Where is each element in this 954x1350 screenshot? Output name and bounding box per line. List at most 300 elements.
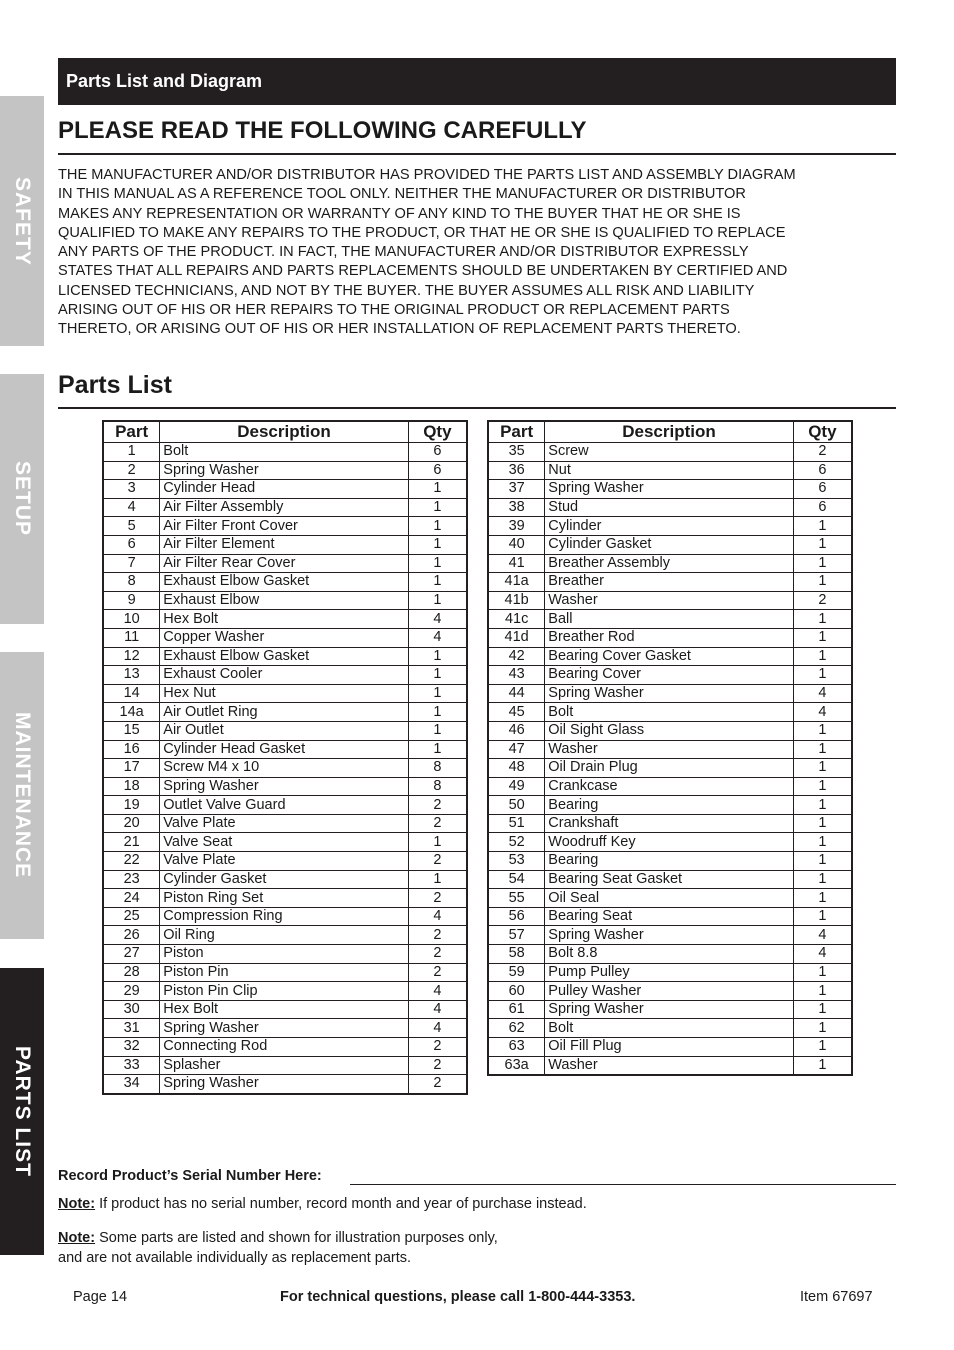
- part-number-cell: 20: [103, 814, 160, 833]
- part-number-cell: 41a: [488, 573, 545, 592]
- quantity-cell: 1: [408, 703, 467, 722]
- quantity-cell: 2: [408, 1075, 467, 1094]
- quantity-cell: 4: [408, 610, 467, 629]
- description-cell: Copper Washer: [160, 628, 408, 647]
- part-number-cell: 16: [103, 740, 160, 759]
- description-cell: Washer: [545, 591, 793, 610]
- quantity-cell: 4: [793, 926, 852, 945]
- part-number-cell: 49: [488, 777, 545, 796]
- quantity-cell: 1: [793, 1056, 852, 1075]
- quantity-cell: 1: [408, 591, 467, 610]
- quantity-cell: 1: [408, 666, 467, 685]
- description-cell: Cylinder Head Gasket: [160, 740, 408, 759]
- quantity-cell: 1: [793, 647, 852, 666]
- table-row: [103, 666, 467, 685]
- quantity-cell: 1: [408, 517, 467, 536]
- part-number-cell: 45: [488, 703, 545, 722]
- quantity-cell: 2: [408, 1038, 467, 1057]
- description-cell: Piston Pin: [160, 963, 408, 982]
- table-row: [488, 498, 852, 517]
- quantity-cell: 4: [408, 907, 467, 926]
- quantity-cell: 1: [793, 554, 852, 573]
- table-row: [103, 535, 467, 554]
- description-cell: Crankshaft: [545, 814, 793, 833]
- quantity-cell: 4: [408, 1019, 467, 1038]
- quantity-cell: 2: [408, 889, 467, 908]
- part-number-cell: 35: [488, 443, 545, 462]
- part-number-cell: 41d: [488, 628, 545, 647]
- part-number-cell: 52: [488, 833, 545, 852]
- column-header: Part: [488, 421, 545, 443]
- table-row: [103, 684, 467, 703]
- table-row: [488, 610, 852, 629]
- description-cell: Bolt: [160, 443, 408, 462]
- quantity-cell: 1: [793, 535, 852, 554]
- support-phone: For technical questions, please call 1-800-444-3353.: [280, 1289, 636, 1305]
- description-cell: Crankcase: [545, 777, 793, 796]
- notice-line: ARISING OUT OF HIS OR HER REPAIRS TO THE ORIGINAL PRODUCT OR REPLACEMENT PARTS: [58, 302, 730, 319]
- table-row: [488, 796, 852, 815]
- description-cell: Bearing: [545, 852, 793, 871]
- table-row: [488, 1056, 852, 1075]
- quantity-cell: 8: [408, 777, 467, 796]
- quantity-cell: 1: [793, 721, 852, 740]
- divider: [58, 407, 896, 409]
- description-cell: Screw: [545, 443, 793, 462]
- quantity-cell: 1: [793, 1038, 852, 1057]
- side-tab-label: PARTS LIST: [11, 1046, 34, 1177]
- description-cell: Spring Washer: [545, 684, 793, 703]
- quantity-cell: 1: [793, 1019, 852, 1038]
- quantity-cell: 1: [793, 628, 852, 647]
- part-number-cell: 57: [488, 926, 545, 945]
- description-cell: Bolt 8.8: [545, 945, 793, 964]
- part-number-cell: 38: [488, 498, 545, 517]
- part-number-cell: 63a: [488, 1056, 545, 1075]
- part-number-cell: 33: [103, 1056, 160, 1075]
- table-row: [103, 982, 467, 1001]
- part-number-cell: 43: [488, 666, 545, 685]
- quantity-cell: 1: [408, 740, 467, 759]
- description-cell: Exhaust Elbow: [160, 591, 408, 610]
- description-cell: Exhaust Elbow Gasket: [160, 647, 408, 666]
- description-cell: Air Outlet: [160, 721, 408, 740]
- table-row: [488, 1038, 852, 1057]
- notice-line: QUALIFIED TO MAKE ANY REPAIRS TO THE PRODUCT, OR THAT HE OR SHE IS QUALIFIED TO REPLACE: [58, 224, 786, 241]
- side-tab-setup[interactable]: [0, 374, 44, 624]
- table-row: [103, 554, 467, 573]
- part-number-cell: 41b: [488, 591, 545, 610]
- notice-paragraph: [58, 166, 896, 340]
- table-row: [488, 907, 852, 926]
- part-number-cell: 15: [103, 721, 160, 740]
- quantity-cell: 2: [408, 926, 467, 945]
- notice-heading: PLEASE READ THE FOLLOWING CAREFULLY: [58, 117, 587, 144]
- part-number-cell: 41: [488, 554, 545, 573]
- table-row: [103, 889, 467, 908]
- column-header: Description: [160, 421, 408, 443]
- table-row: [103, 443, 467, 462]
- part-number-cell: 4: [103, 498, 160, 517]
- table-row: [103, 814, 467, 833]
- table-row: [103, 628, 467, 647]
- description-cell: Splasher: [160, 1056, 408, 1075]
- quantity-cell: 1: [793, 740, 852, 759]
- quantity-cell: 4: [793, 684, 852, 703]
- table-row: [103, 963, 467, 982]
- part-number-cell: 54: [488, 870, 545, 889]
- part-number-cell: 3: [103, 480, 160, 499]
- quantity-cell: 1: [793, 610, 852, 629]
- quantity-cell: 1: [793, 1000, 852, 1019]
- description-cell: Woodruff Key: [545, 833, 793, 852]
- part-number-cell: 25: [103, 907, 160, 926]
- part-number-cell: 14a: [103, 703, 160, 722]
- part-number-cell: 51: [488, 814, 545, 833]
- table-row: [103, 740, 467, 759]
- note-text: If product has no serial number, record month and year of purchase instead.: [95, 1196, 587, 1212]
- part-number-cell: 37: [488, 480, 545, 499]
- part-number-cell: 19: [103, 796, 160, 815]
- note-serial: [58, 1194, 587, 1214]
- item-number: Item 67697: [800, 1289, 873, 1305]
- part-number-cell: 24: [103, 889, 160, 908]
- part-number-cell: 30: [103, 1000, 160, 1019]
- table-row: [488, 1000, 852, 1019]
- table-row: [488, 461, 852, 480]
- table-row: [488, 666, 852, 685]
- quantity-cell: 2: [408, 963, 467, 982]
- quantity-cell: 2: [408, 852, 467, 871]
- table-row: [488, 777, 852, 796]
- table-row: [488, 443, 852, 462]
- part-number-cell: 7: [103, 554, 160, 573]
- part-number-cell: 32: [103, 1038, 160, 1057]
- quantity-cell: 1: [408, 833, 467, 852]
- description-cell: Bearing Cover: [545, 666, 793, 685]
- quantity-cell: 2: [408, 796, 467, 815]
- table-row: [103, 945, 467, 964]
- table-row: [103, 852, 467, 871]
- table-row: [103, 1056, 467, 1075]
- description-cell: Cylinder Head: [160, 480, 408, 499]
- table-row: [103, 480, 467, 499]
- quantity-cell: 1: [793, 889, 852, 908]
- description-cell: Bolt: [545, 1019, 793, 1038]
- description-cell: Screw M4 x 10: [160, 759, 408, 778]
- part-number-cell: 10: [103, 610, 160, 629]
- part-number-cell: 40: [488, 535, 545, 554]
- description-cell: Spring Washer: [160, 777, 408, 796]
- table-row: [488, 759, 852, 778]
- description-cell: Exhaust Elbow Gasket: [160, 573, 408, 592]
- table-row: [103, 573, 467, 592]
- description-cell: Oil Seal: [545, 889, 793, 908]
- part-number-cell: 50: [488, 796, 545, 815]
- part-number-cell: 21: [103, 833, 160, 852]
- quantity-cell: 6: [408, 461, 467, 480]
- description-cell: Valve Plate: [160, 814, 408, 833]
- table-row: [103, 721, 467, 740]
- description-cell: Hex Nut: [160, 684, 408, 703]
- table-row: [488, 889, 852, 908]
- notice-line: ANY PARTS OF THE PRODUCT. IN FACT, THE MANUFACTURER AND/OR DISTRIBUTOR EXPRESSLY: [58, 244, 749, 261]
- table-row: [488, 1019, 852, 1038]
- quantity-cell: 1: [793, 982, 852, 1001]
- part-number-cell: 42: [488, 647, 545, 666]
- part-number-cell: 63: [488, 1038, 545, 1057]
- description-cell: Air Outlet Ring: [160, 703, 408, 722]
- part-number-cell: 14: [103, 684, 160, 703]
- quantity-cell: 4: [408, 628, 467, 647]
- description-cell: Bolt: [545, 703, 793, 722]
- description-cell: Valve Seat: [160, 833, 408, 852]
- description-cell: Breather Assembly: [545, 554, 793, 573]
- part-number-cell: 11: [103, 628, 160, 647]
- table-row: [103, 759, 467, 778]
- description-cell: Oil Sight Glass: [545, 721, 793, 740]
- table-row: [488, 833, 852, 852]
- description-cell: Spring Washer: [545, 480, 793, 499]
- table-row: [103, 1019, 467, 1038]
- note-parts: [58, 1228, 498, 1268]
- part-number-cell: 27: [103, 945, 160, 964]
- notice-line: LICENSED TECHNICIANS, AND NOT BY THE BUYER. THE BUYER ASSUMES ALL RISK AND LIABILITY: [58, 282, 755, 299]
- table-row: [488, 573, 852, 592]
- description-cell: Ball: [545, 610, 793, 629]
- notice-line: MAKES ANY REPRESENTATION OR WARRANTY OF ANY KIND TO THE BUYER THAT HE OR SHE IS: [58, 205, 741, 222]
- serial-number-line: [350, 1184, 896, 1185]
- description-cell: Air Filter Element: [160, 535, 408, 554]
- part-number-cell: 47: [488, 740, 545, 759]
- description-cell: Stud: [545, 498, 793, 517]
- quantity-cell: 2: [408, 945, 467, 964]
- description-cell: Bearing Cover Gasket: [545, 647, 793, 666]
- table-row: [103, 777, 467, 796]
- part-number-cell: 13: [103, 666, 160, 685]
- description-cell: Air Filter Front Cover: [160, 517, 408, 536]
- note-label: Note:: [58, 1196, 96, 1212]
- part-number-cell: 28: [103, 963, 160, 982]
- parts-table-left: [102, 420, 468, 1095]
- table-row: [488, 480, 852, 499]
- description-cell: Bearing Seat Gasket: [545, 870, 793, 889]
- table-row: [103, 870, 467, 889]
- description-cell: Connecting Rod: [160, 1038, 408, 1057]
- table-row: [103, 1075, 467, 1094]
- part-number-cell: 36: [488, 461, 545, 480]
- note-label: Note:: [58, 1230, 96, 1246]
- description-cell: Bearing: [545, 796, 793, 815]
- part-number-cell: 23: [103, 870, 160, 889]
- quantity-cell: 1: [408, 647, 467, 666]
- table-row: [488, 814, 852, 833]
- quantity-cell: 4: [793, 945, 852, 964]
- quantity-cell: 1: [793, 870, 852, 889]
- description-cell: Oil Ring: [160, 926, 408, 945]
- quantity-cell: 1: [793, 907, 852, 926]
- description-cell: Oil Fill Plug: [545, 1038, 793, 1057]
- side-tab-maintenance[interactable]: [0, 652, 44, 939]
- quantity-cell: 4: [408, 982, 467, 1001]
- table-row: [103, 926, 467, 945]
- parts-list-heading: Parts List: [58, 371, 172, 399]
- notice-line: THERETO, OR ARISING OUT OF HIS OR HER INSTALLATION OF REPLACEMENT PARTS THERETO.: [58, 321, 741, 338]
- quantity-cell: 2: [793, 591, 852, 610]
- table-row: [488, 740, 852, 759]
- table-row: [488, 535, 852, 554]
- notice-line: STATES THAT ALL REPAIRS AND PARTS REPLACEMENTS SHOULD BE UNDERTAKEN BY CERTIFIED AND: [58, 263, 788, 280]
- part-number-cell: 53: [488, 852, 545, 871]
- quantity-cell: 1: [793, 759, 852, 778]
- table-row: [488, 852, 852, 871]
- part-number-cell: 17: [103, 759, 160, 778]
- table-row: [488, 703, 852, 722]
- quantity-cell: 1: [408, 498, 467, 517]
- part-number-cell: 34: [103, 1075, 160, 1094]
- side-tab-label: SAFETY: [11, 176, 34, 266]
- description-cell: Valve Plate: [160, 852, 408, 871]
- quantity-cell: 4: [408, 1000, 467, 1019]
- quantity-cell: 1: [793, 573, 852, 592]
- quantity-cell: 1: [408, 870, 467, 889]
- part-number-cell: 2: [103, 461, 160, 480]
- table-row: [488, 554, 852, 573]
- column-header: Qty: [408, 421, 467, 443]
- quantity-cell: 4: [793, 703, 852, 722]
- notice-line: THE MANUFACTURER AND/OR DISTRIBUTOR HAS PROVIDED THE PARTS LIST AND ASSEMBLY DIAGRAM: [58, 167, 796, 183]
- column-header: Description: [545, 421, 793, 443]
- part-number-cell: 1: [103, 443, 160, 462]
- table-row: [488, 926, 852, 945]
- page-number: Page 14: [73, 1289, 128, 1305]
- description-cell: Spring Washer: [545, 926, 793, 945]
- table-row: [103, 833, 467, 852]
- description-cell: Cylinder: [545, 517, 793, 536]
- table-row: [103, 796, 467, 815]
- description-cell: Spring Washer: [545, 1000, 793, 1019]
- quantity-cell: 2: [408, 1056, 467, 1075]
- part-number-cell: 26: [103, 926, 160, 945]
- side-tab-parts-list[interactable]: [0, 968, 44, 1255]
- quantity-cell: 1: [408, 554, 467, 573]
- table-row: [103, 498, 467, 517]
- part-number-cell: 5: [103, 517, 160, 536]
- description-cell: Bearing Seat: [545, 907, 793, 926]
- divider: [58, 153, 896, 155]
- part-number-cell: 22: [103, 852, 160, 871]
- part-number-cell: 58: [488, 945, 545, 964]
- side-tab-safety[interactable]: [0, 96, 44, 346]
- description-cell: Pulley Washer: [545, 982, 793, 1001]
- description-cell: Washer: [545, 1056, 793, 1075]
- quantity-cell: 1: [793, 833, 852, 852]
- note-text: Some parts are listed and shown for illustration purposes only,: [95, 1230, 498, 1246]
- quantity-cell: 6: [793, 498, 852, 517]
- part-number-cell: 55: [488, 889, 545, 908]
- table-row: [103, 1038, 467, 1057]
- table-row: [103, 610, 467, 629]
- quantity-cell: 1: [793, 517, 852, 536]
- table-row: [103, 517, 467, 536]
- quantity-cell: 1: [408, 721, 467, 740]
- description-cell: Spring Washer: [160, 1019, 408, 1038]
- description-cell: Piston: [160, 945, 408, 964]
- quantity-cell: 1: [408, 573, 467, 592]
- table-row: [488, 517, 852, 536]
- part-number-cell: 56: [488, 907, 545, 926]
- parts-table-right: [487, 420, 853, 1076]
- part-number-cell: 6: [103, 535, 160, 554]
- part-number-cell: 46: [488, 721, 545, 740]
- part-number-cell: 39: [488, 517, 545, 536]
- serial-number-label: Record Product’s Serial Number Here:: [58, 1168, 322, 1184]
- side-tab-label: SETUP: [11, 461, 34, 537]
- part-number-cell: 18: [103, 777, 160, 796]
- section-header-title: Parts List and Diagram: [66, 71, 263, 91]
- description-cell: Exhaust Cooler: [160, 666, 408, 685]
- part-number-cell: 61: [488, 1000, 545, 1019]
- part-number-cell: 29: [103, 982, 160, 1001]
- table-row: [103, 591, 467, 610]
- description-cell: Hex Bolt: [160, 610, 408, 629]
- quantity-cell: 1: [793, 963, 852, 982]
- part-number-cell: 44: [488, 684, 545, 703]
- table-row: [488, 870, 852, 889]
- table-row: [488, 963, 852, 982]
- quantity-cell: 6: [408, 443, 467, 462]
- quantity-cell: 1: [793, 796, 852, 815]
- description-cell: Nut: [545, 461, 793, 480]
- quantity-cell: 2: [408, 814, 467, 833]
- part-number-cell: 60: [488, 982, 545, 1001]
- part-number-cell: 59: [488, 963, 545, 982]
- description-cell: Breather Rod: [545, 628, 793, 647]
- description-cell: Cylinder Gasket: [160, 870, 408, 889]
- quantity-cell: 1: [408, 480, 467, 499]
- part-number-cell: 12: [103, 647, 160, 666]
- description-cell: Compression Ring: [160, 907, 408, 926]
- description-cell: Piston Pin Clip: [160, 982, 408, 1001]
- table-row: [103, 647, 467, 666]
- part-number-cell: 48: [488, 759, 545, 778]
- table-row: [103, 1000, 467, 1019]
- table-row: [488, 591, 852, 610]
- quantity-cell: 1: [793, 777, 852, 796]
- table-row: [488, 721, 852, 740]
- description-cell: Spring Washer: [160, 1075, 408, 1094]
- table-row: [103, 461, 467, 480]
- description-cell: Spring Washer: [160, 461, 408, 480]
- table-row: [103, 703, 467, 722]
- quantity-cell: 1: [793, 814, 852, 833]
- quantity-cell: 2: [793, 443, 852, 462]
- quantity-cell: 6: [793, 461, 852, 480]
- description-cell: Piston Ring Set: [160, 889, 408, 908]
- table-row: [488, 647, 852, 666]
- table-row: [488, 982, 852, 1001]
- column-header: Qty: [793, 421, 852, 443]
- description-cell: Air Filter Rear Cover: [160, 554, 408, 573]
- quantity-cell: 1: [408, 684, 467, 703]
- description-cell: Washer: [545, 740, 793, 759]
- quantity-cell: 1: [793, 666, 852, 685]
- description-cell: Oil Drain Plug: [545, 759, 793, 778]
- description-cell: Hex Bolt: [160, 1000, 408, 1019]
- description-cell: Air Filter Assembly: [160, 498, 408, 517]
- table-row: [488, 945, 852, 964]
- part-number-cell: 41c: [488, 610, 545, 629]
